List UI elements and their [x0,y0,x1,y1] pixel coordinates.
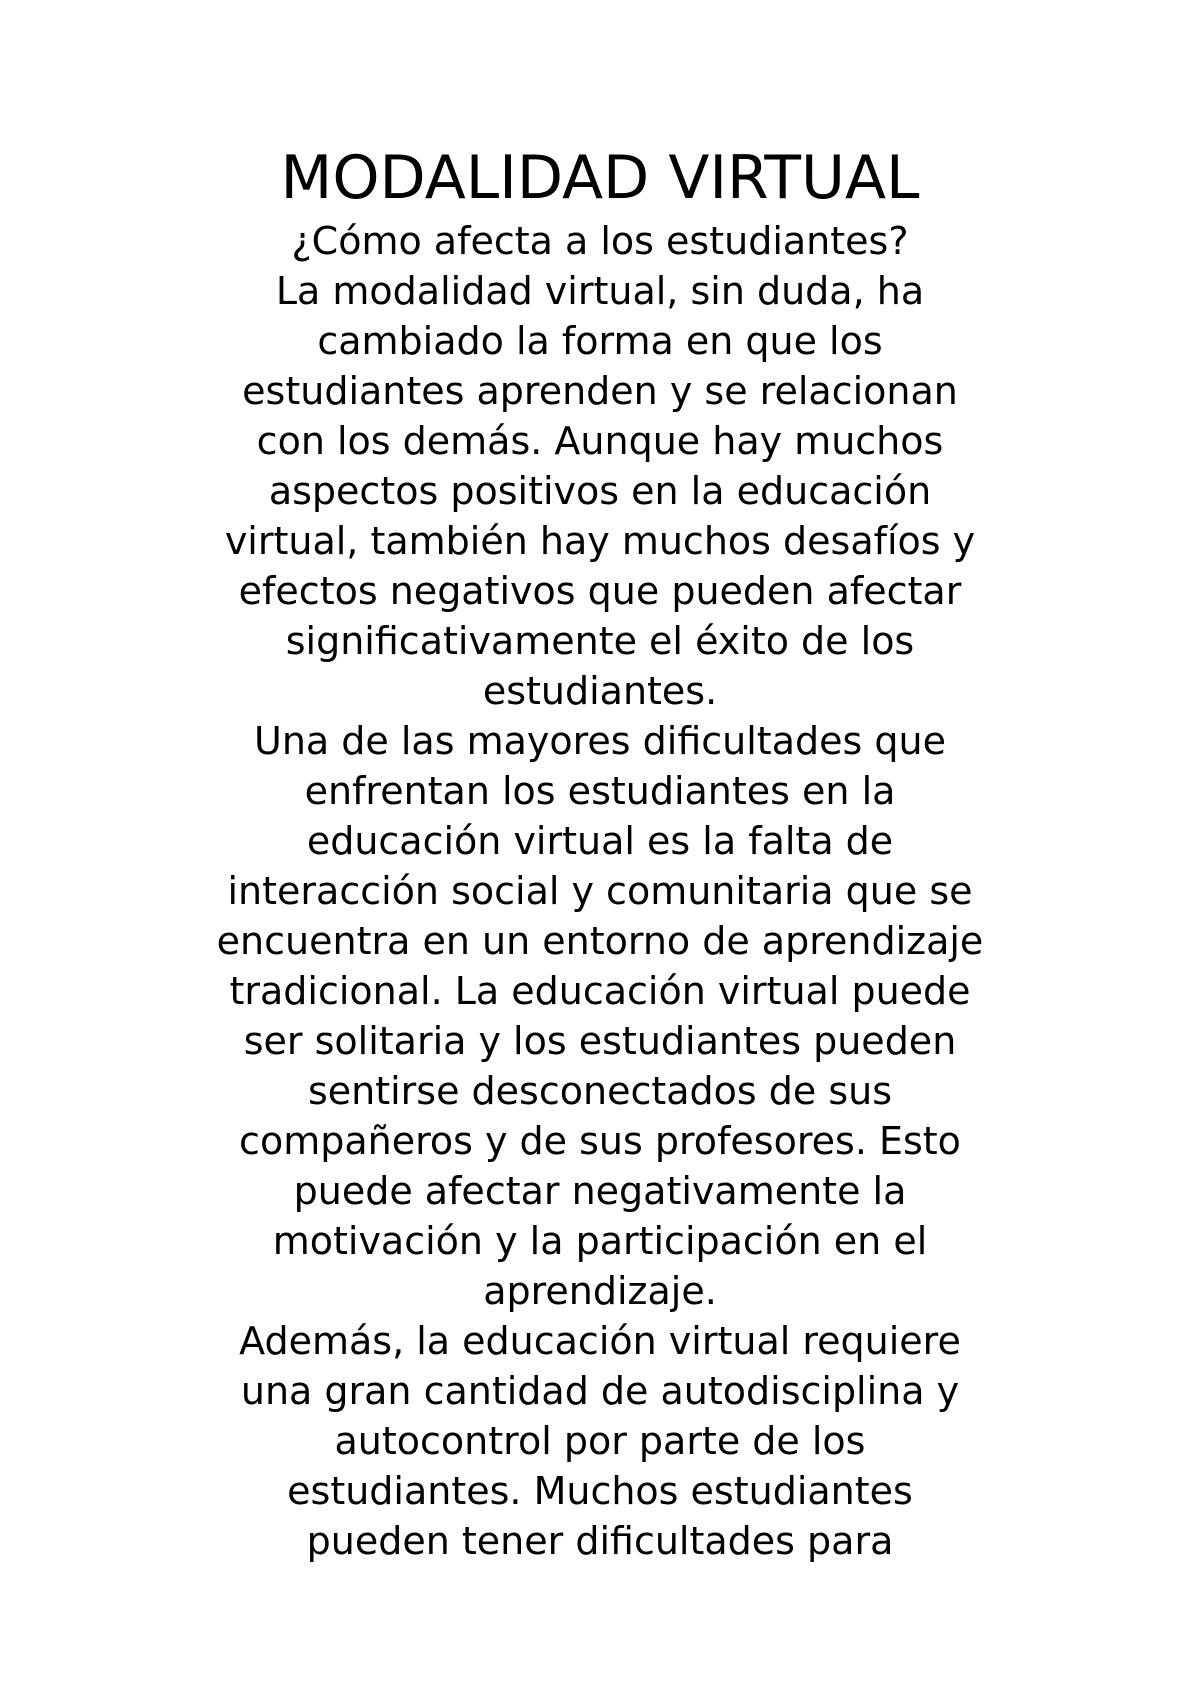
paragraph-line: Una de las mayores dificultades que [254,719,946,763]
paragraph-line: tradicional. La educación virtual puede [229,969,971,1013]
document-subtitle: ¿Cómo afecta a los estudiantes? [291,219,909,263]
paragraph-line: estudiantes. [482,669,718,713]
document-title: MODALIDAD VIRTUAL [280,143,920,213]
paragraph-line: significativamente el éxito de los [285,619,915,663]
paragraph-line: estudiantes aprenden y se relacionan [242,369,958,413]
paragraph-line: puede afectar negativamente la [293,1169,907,1213]
paragraph-line: una gran cantidad de autodisciplina y [240,1369,960,1413]
paragraph-line: pueden tener dificultades para [306,1519,894,1563]
paragraph-line: con los demás. Aunque hay muchos [256,419,944,463]
paragraph-line: autocontrol por parte de los [334,1419,866,1463]
paragraph-1 [150,266,1050,716]
paragraph-line: efectos negativos que pueden afectar [238,569,962,613]
paragraph-line: ser solitaria y los estudiantes pueden [243,1019,957,1063]
document-body [150,140,1050,1566]
paragraph-line: sentirse desconectados de sus [307,1069,893,1113]
paragraph-line: aspectos positivos en la educación [268,469,932,513]
paragraph-line: cambiado la forma en que los [317,319,883,363]
paragraph-line: interacción social y comunitaria que se [227,869,973,913]
paragraph-3 [150,1316,1050,1566]
paragraph-line: La modalidad virtual, sin duda, ha [275,269,925,313]
paragraph-line: encuentra en un entorno de aprendizaje [216,919,984,963]
paragraph-line: compañeros y de sus profesores. Esto [239,1119,961,1163]
paragraph-line: estudiantes. Muchos estudiantes [287,1469,913,1513]
paragraph-2 [150,716,1050,1316]
paragraph-line: virtual, también hay muchos desafíos y [224,519,976,563]
paragraph-line: motivación y la participación en el [272,1219,928,1263]
paragraph-line: enfrentan los estudiantes en la [304,769,896,813]
paragraph-line: educación virtual es la falta de [306,819,894,863]
paragraph-line: Además, la educación virtual requiere [239,1319,961,1363]
paragraph-line: aprendizaje. [483,1269,717,1313]
